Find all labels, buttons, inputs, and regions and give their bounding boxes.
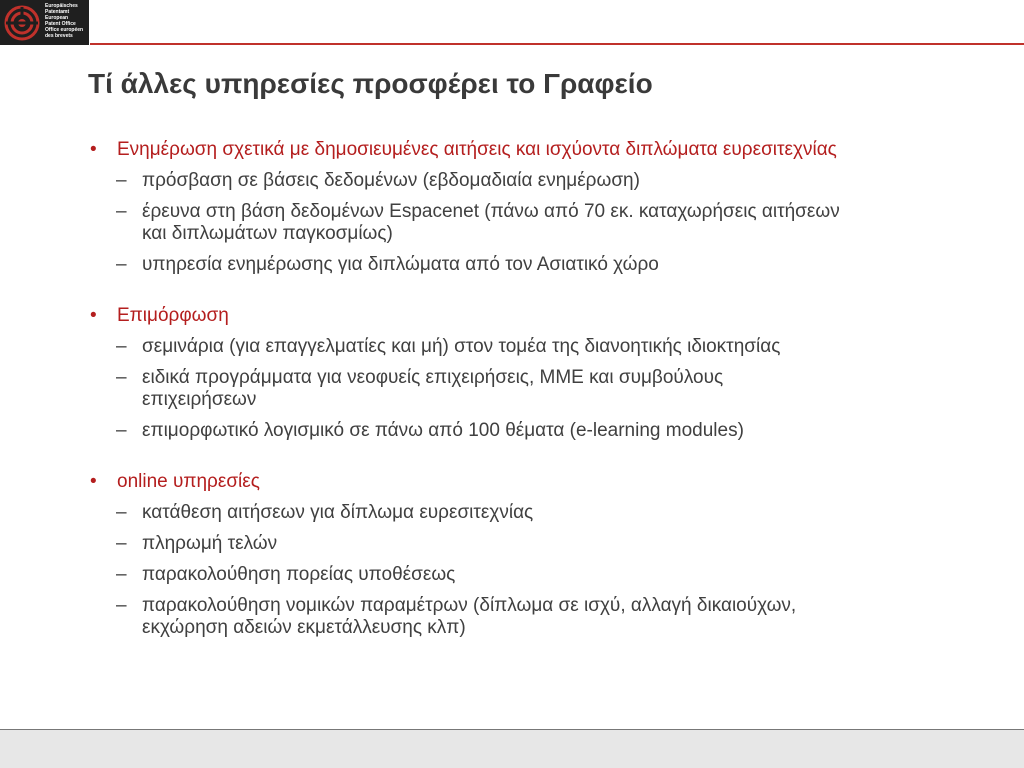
bullet-marker: •	[90, 305, 97, 326]
sub-item	[90, 254, 1000, 276]
dash-marker: –	[116, 533, 127, 554]
bullet-heading	[90, 138, 1000, 161]
sub-item-text-continued: επιχειρήσεων	[142, 389, 257, 410]
bullet-group-updates	[90, 138, 1000, 276]
bullet-group-online	[90, 470, 1000, 639]
epo-logo	[0, 0, 89, 45]
bullet-heading	[90, 470, 1000, 493]
sub-item	[90, 502, 1000, 524]
dash-marker: –	[116, 336, 127, 357]
sub-item-text: πρόσβαση σε βάσεις δεδομένων (εβδομαδιαία ενημέρωση)	[142, 170, 640, 191]
slide-title: Tί άλλες υπηρεσίες προσφέρει το Γραφείο	[88, 68, 653, 99]
bullet-marker: •	[90, 139, 97, 160]
logo-text-line: Patentamt	[45, 9, 70, 15]
slide-content	[90, 138, 1000, 667]
sub-item	[90, 170, 1000, 192]
sub-item-text: υπηρεσία ενημέρωσης για διπλώματα από τον Ασιατικό χώρο	[142, 254, 659, 275]
epo-spiral-icon	[3, 4, 41, 42]
dash-marker: –	[116, 595, 127, 616]
sub-item-text-continued: και διπλωμάτων παγκοσμίως)	[142, 223, 393, 244]
sub-item	[90, 420, 1000, 442]
sub-item-text: κατάθεση αιτήσεων για δίπλωμα ευρεσιτεχνίας	[142, 502, 534, 523]
dash-marker: –	[116, 254, 127, 275]
bullet-group-training	[90, 304, 1000, 442]
sub-item-text: επιμορφωτικό λογισμικό σε πάνω από 100 θέματα (e-learning modules)	[142, 420, 744, 441]
logo-text-line: Europäisches	[45, 3, 78, 9]
sub-item-text: παρακολούθηση πορείας υποθέσεως	[142, 564, 456, 585]
header-rule	[90, 43, 1024, 45]
sub-item	[90, 595, 1000, 639]
sub-item	[90, 564, 1000, 586]
logo-text-line: Patent Office	[45, 21, 76, 27]
sub-item-text: πληρωμή τελών	[142, 533, 278, 554]
sub-item	[90, 336, 1000, 358]
sub-item	[90, 201, 1000, 245]
sub-item-text-continued: εκχώρηση αδειών εκμετάλλευσης κλπ)	[142, 617, 466, 638]
dash-marker: –	[116, 502, 127, 523]
dash-marker: –	[116, 201, 127, 222]
bullet-heading-text: online υπηρεσίες	[117, 471, 260, 492]
sub-item-text: έρευνα στη βάση δεδομένων Espacenet (πάνω από 70 εκ. καταχωρήσεις αιτήσεων	[142, 201, 840, 222]
sub-item-text: ειδικά προγράμματα για νεοφυείς επιχειρήσεις, ΜΜΕ και συμβούλους	[142, 367, 724, 388]
sub-item	[90, 367, 1000, 411]
bullet-heading	[90, 304, 1000, 327]
slide-footer	[0, 729, 1024, 768]
bullet-heading-text: Επιμόρφωση	[117, 305, 229, 326]
logo-text-line: des brevets	[45, 33, 73, 39]
sub-item	[90, 533, 1000, 555]
bullet-heading-text: Ενημέρωση σχετικά με δημοσιευμένες αιτήσεις και ισχύοντα διπλώματα ευρεσιτεχνίας	[117, 139, 837, 160]
logo-text	[45, 3, 83, 39]
sub-item-text: σεμινάρια (για επαγγελματίες και μή) στον τομέα της διανοητικής ιδιοκτησίας	[142, 336, 781, 357]
dash-marker: –	[116, 564, 127, 585]
sub-item-text: παρακολούθηση νομικών παραμέτρων (δίπλωμα σε ισχύ, αλλαγή δικαιούχων,	[142, 595, 797, 616]
logo-text-line: European	[45, 15, 69, 21]
bullet-marker: •	[90, 471, 97, 492]
dash-marker: –	[116, 170, 127, 191]
dash-marker: –	[116, 420, 127, 441]
dash-marker: –	[116, 367, 127, 388]
logo-text-line: Office européen	[45, 27, 84, 33]
